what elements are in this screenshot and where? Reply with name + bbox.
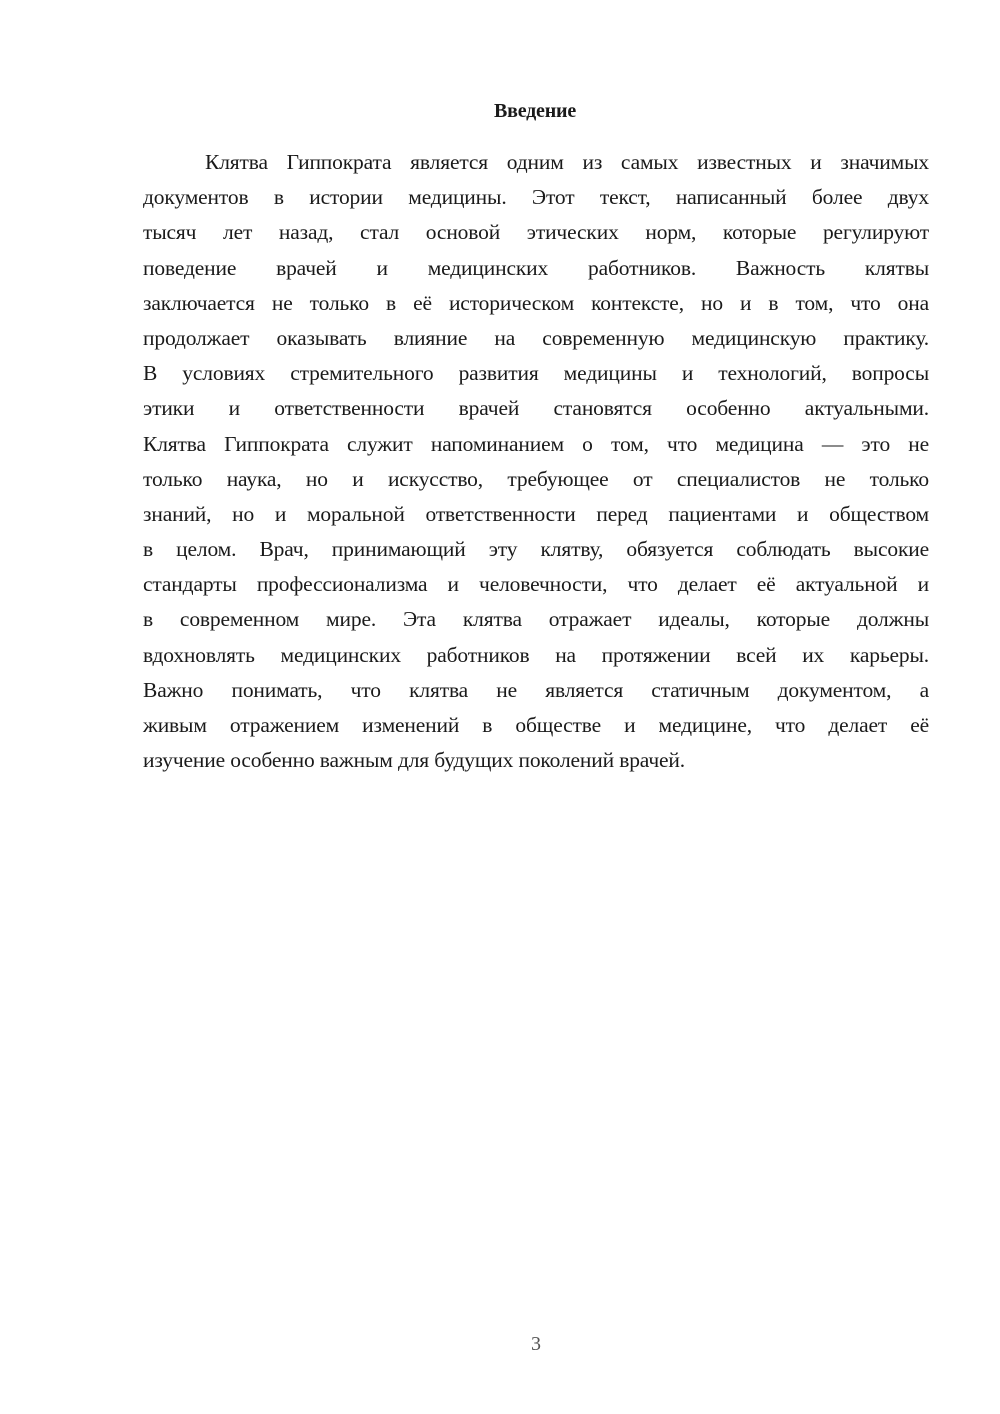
paragraph-line: живым отражением изменений в обществе и медицине, что делает её — [143, 713, 929, 737]
paragraph-line: Важно понимать, что клятва не является статичным документом, а — [143, 677, 929, 702]
paragraph-line: в целом. Врач, принимающий эту клятву, обязуется соблюдать высокие — [143, 537, 929, 562]
paragraph-line: В условиях стремительного развития медицины и технологий, вопросы — [143, 361, 929, 386]
paragraph-line: Клятва Гиппократа служит напоминанием о том, что медицина — это не — [143, 431, 929, 456]
paragraph-line: знаний, но и моральной ответственности перед пациентами и обществом — [143, 501, 929, 526]
paragraph-line: продолжает оказывать влияние на современную медицинскую практику. — [143, 325, 929, 350]
body-paragraph — [143, 145, 929, 778]
page-number: 3 — [531, 1333, 541, 1355]
paragraph-line: заключается не только в её историческом контексте, но и в том, что она — [143, 290, 929, 315]
paragraph-line: изучение особенно важным для будущих поколений врачей. — [143, 748, 685, 773]
paragraph-line: Клятва Гиппократа является одним из самых известных и значимых — [205, 150, 929, 174]
paragraph-line: документов в истории медицины. Этот текст, написанный более двух — [143, 185, 929, 210]
paragraph-line: тысяч лет назад, стал основой этических норм, которые регулируют — [143, 220, 929, 245]
paragraph-line: только наука, но и искусство, требующее от специалистов не только — [143, 466, 929, 491]
paragraph-line: поведение врачей и медицинских работников. Важность клятвы — [143, 255, 929, 280]
paragraph-line: стандарты профессионализма и человечности, что делает её актуальной и — [143, 572, 929, 597]
paragraph-line: в современном мире. Эта клятва отражает идеалы, которые должны — [143, 607, 929, 632]
paragraph-line: вдохновлять медицинских работников на протяжении всей их карьеры. — [143, 642, 929, 667]
paragraph-line: этики и ответственности врачей становятся особенно актуальными. — [143, 396, 929, 421]
section-heading: Введение — [493, 100, 577, 122]
